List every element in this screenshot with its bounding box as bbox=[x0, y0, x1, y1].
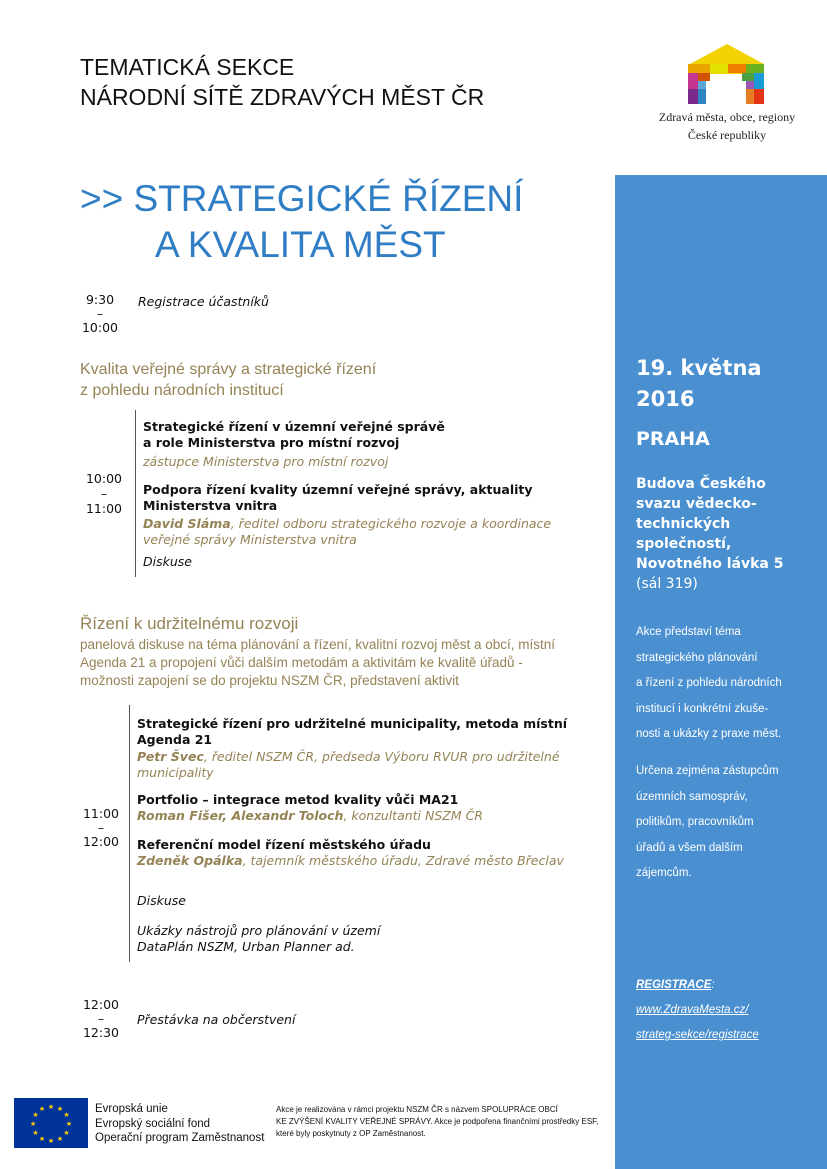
svg-text:★: ★ bbox=[65, 1120, 73, 1128]
event-venue bbox=[636, 474, 821, 594]
event-about bbox=[636, 620, 821, 748]
time-dash: – bbox=[96, 306, 104, 321]
svg-text:★: ★ bbox=[63, 1129, 70, 1137]
time-end: 12:30 bbox=[82, 1025, 120, 1040]
logo-caption-line1: Zdravá města, obce, regiony bbox=[658, 110, 796, 124]
speaker-name: Petr Švec bbox=[137, 749, 204, 764]
item-role: zástupce Ministerstva pro místní rozvoj bbox=[143, 454, 389, 469]
about-line: a řízení z pohledu národních bbox=[636, 677, 782, 689]
header-line2: NÁRODNÍ SÍTĚ ZDRAVÝCH MĚST ČR bbox=[80, 84, 485, 110]
item-title-line2: Ministerstva vnitra bbox=[143, 498, 278, 513]
svg-text:★: ★ bbox=[47, 1137, 55, 1145]
section1-time bbox=[82, 471, 126, 517]
speaker-name: Roman Fišer, Alexandr Toloch bbox=[137, 808, 344, 823]
eu-line3: Operační program Zaměstnanost bbox=[95, 1132, 265, 1144]
time-dash: – bbox=[97, 1011, 105, 1026]
date-line1: 19. května bbox=[636, 356, 762, 380]
time-start: 11:00 bbox=[82, 806, 120, 821]
item-title-line1: Referenční model řízení městského úřadu bbox=[137, 837, 431, 852]
audience-line: územních samospráv, bbox=[636, 790, 748, 803]
about-line: strategického plánování bbox=[636, 651, 758, 664]
section1-divider bbox=[135, 410, 136, 577]
section1-title bbox=[80, 359, 376, 401]
speaker-role: , konzultanti NSZM ČR bbox=[343, 808, 484, 823]
svg-text:★: ★ bbox=[32, 1111, 39, 1119]
speaker-role: , ředitel NSZM ČR, předseda Výboru RVUR pro udržitelné bbox=[203, 749, 560, 764]
section2-item-3 bbox=[137, 837, 607, 869]
time-start: 12:00 bbox=[82, 997, 120, 1012]
eu-line1: Evropská unie bbox=[95, 1103, 168, 1115]
section2-discussion: Diskuse bbox=[137, 893, 186, 908]
registration-info bbox=[636, 973, 759, 1048]
break-label: Přestávka na občerstvení bbox=[137, 1012, 296, 1027]
svg-text:★: ★ bbox=[38, 1105, 46, 1113]
venue-line1: Budova Českého bbox=[636, 476, 766, 492]
event-info-sidebar bbox=[615, 175, 827, 1169]
section2-description bbox=[80, 636, 610, 690]
venue-line2: svazu vědecko- bbox=[636, 496, 757, 512]
registration-label: REGISTRACE bbox=[636, 979, 712, 991]
event-audience bbox=[636, 759, 821, 887]
svg-text:★: ★ bbox=[32, 1129, 39, 1137]
speaker-role-line2: municipality bbox=[137, 765, 214, 780]
item-title-line1: Portfolio – integrace metod kvality vůči MA21 bbox=[137, 792, 459, 807]
eu-line2: Evropský sociální fond bbox=[95, 1117, 211, 1130]
registration-label: Registrace účastníků bbox=[138, 294, 269, 309]
break-time bbox=[79, 997, 123, 1041]
speaker-name: Zdeněk Opálka bbox=[137, 853, 243, 868]
house-arch-icon bbox=[636, 42, 818, 104]
section2-title: Řízení k udržitelnému rozvoji bbox=[80, 614, 299, 633]
title-line1: >> STRATEGICKÉ ŘÍZENÍ bbox=[80, 178, 524, 219]
audience-line: politikům, pracovníkům bbox=[636, 816, 754, 828]
eu-program-info bbox=[95, 1102, 264, 1146]
eu-flag-logo bbox=[14, 1098, 88, 1148]
tools-line1: Ukázky nástrojů pro plánování v území bbox=[137, 923, 381, 938]
page-title bbox=[80, 176, 523, 268]
item-title-line2: a role Ministerstva pro místní rozvoj bbox=[143, 435, 400, 450]
note-line2: KE ZVÝŠENÍ KVALITY VEŘEJNÉ SPRÁVY. Akce je podpořena finančními prostředky ESF, bbox=[276, 1117, 599, 1126]
time-dash: – bbox=[97, 820, 105, 835]
about-line: Akce představí téma bbox=[636, 626, 741, 638]
venue-line5: Novotného lávka 5 bbox=[636, 556, 784, 572]
item-title-line2: Agenda 21 bbox=[137, 732, 213, 747]
svg-text:★: ★ bbox=[56, 1135, 64, 1143]
section2-time bbox=[79, 806, 123, 850]
item-title-line1: Strategické řízení v územní veřejné správě bbox=[143, 419, 445, 434]
section2-tools bbox=[137, 923, 380, 955]
venue-line4: společností, bbox=[636, 536, 732, 552]
registration-link-line2[interactable]: strateg-sekce/registrace bbox=[636, 1029, 759, 1041]
section-header bbox=[80, 52, 484, 112]
audience-line: zájemcům. bbox=[636, 867, 692, 879]
item-title-line1: Strategické řízení pro udržitelné municipality, metoda místní bbox=[137, 716, 568, 731]
audience-line: úřadů a všem dalším bbox=[636, 841, 743, 854]
section2-item-1 bbox=[137, 716, 607, 781]
title-line2: A KVALITA MĚST bbox=[155, 224, 446, 265]
time-end: 10:00 bbox=[81, 320, 119, 335]
desc-line1: panelová diskuse na téma plánování a řízení, kvalitní rozvoj měst a obcí, místní bbox=[80, 637, 555, 652]
registration-link-line1[interactable]: www.ZdravaMesta.cz/ bbox=[636, 1004, 749, 1016]
section2-item-2 bbox=[137, 792, 607, 824]
time-start: 9:30 bbox=[85, 292, 115, 307]
svg-text:★: ★ bbox=[29, 1120, 37, 1128]
logo-caption-line2: České republiky bbox=[687, 128, 767, 142]
audience-line: Určena zejména zástupcům bbox=[636, 765, 779, 777]
registration-heading bbox=[636, 973, 759, 998]
time-end: 11:00 bbox=[85, 501, 123, 516]
tools-line2: DataPlán NSZM, Urban Planner ad. bbox=[137, 939, 355, 954]
time-dash: – bbox=[100, 486, 108, 501]
venue-line3: technických bbox=[636, 516, 731, 532]
note-line1: Akce je realizována v rámci projektu NSZM ČR s názvem SPOLUPRÁCE OBCÍ bbox=[276, 1105, 558, 1114]
desc-line3: možnosti zapojení se do projektu NSZM ČR, představení aktivit bbox=[80, 673, 459, 688]
section1-title-line2: z pohledu národních institucí bbox=[80, 382, 284, 399]
section2-divider bbox=[129, 705, 130, 962]
eu-stars-icon bbox=[14, 1098, 88, 1148]
about-line: nosti a ukázky z praxe měst. bbox=[636, 728, 782, 740]
time-end: 12:00 bbox=[82, 834, 120, 849]
section1-item-1 bbox=[143, 419, 613, 470]
svg-text:★: ★ bbox=[47, 1103, 55, 1111]
event-date bbox=[636, 353, 762, 415]
date-line2: 2016 bbox=[636, 387, 695, 411]
svg-text:★: ★ bbox=[38, 1135, 46, 1143]
item-speaker-line bbox=[137, 808, 607, 824]
speaker-role: , ředitel odboru strategického rozvoje a koordinace bbox=[230, 516, 552, 531]
note-line3: které byly poskytnuty z OP Zaměstnanost. bbox=[276, 1129, 426, 1138]
event-city: PRAHA bbox=[636, 428, 710, 450]
speaker-name: David Sláma bbox=[143, 516, 231, 531]
svg-text:★: ★ bbox=[63, 1111, 70, 1119]
item-speaker-line bbox=[143, 516, 613, 532]
section1-title-line1: Kvalita veřejné správy a strategické řízení bbox=[80, 361, 377, 378]
registration-time bbox=[78, 292, 122, 336]
about-line: institucí i konkrétní zkuše- bbox=[636, 702, 769, 715]
speaker-role: , tajemník městského úřadu, Zdravé město Břeclav bbox=[242, 853, 564, 868]
header-line1: TEMATICKÁ SEKCE bbox=[80, 54, 295, 80]
time-start: 10:00 bbox=[85, 471, 123, 486]
section1-item-2 bbox=[143, 482, 613, 548]
item-speaker-line bbox=[137, 853, 607, 869]
funding-note bbox=[276, 1104, 611, 1140]
svg-text:★: ★ bbox=[56, 1105, 64, 1113]
desc-line2: Agenda 21 a propojení vůči dalším metodám a aktivitám ke kvalitě úřadů - bbox=[80, 655, 523, 670]
speaker-role-line2: veřejné správy Ministerstva vnitra bbox=[143, 532, 357, 547]
venue-room: (sál 319) bbox=[636, 576, 698, 592]
healthy-cities-logo bbox=[636, 42, 818, 144]
registration-colon: : bbox=[711, 979, 715, 991]
section1-discussion: Diskuse bbox=[143, 554, 192, 569]
item-title-line1: Podpora řízení kvality územní veřejné správy, aktuality bbox=[143, 482, 533, 497]
item-speaker-line bbox=[137, 749, 607, 765]
